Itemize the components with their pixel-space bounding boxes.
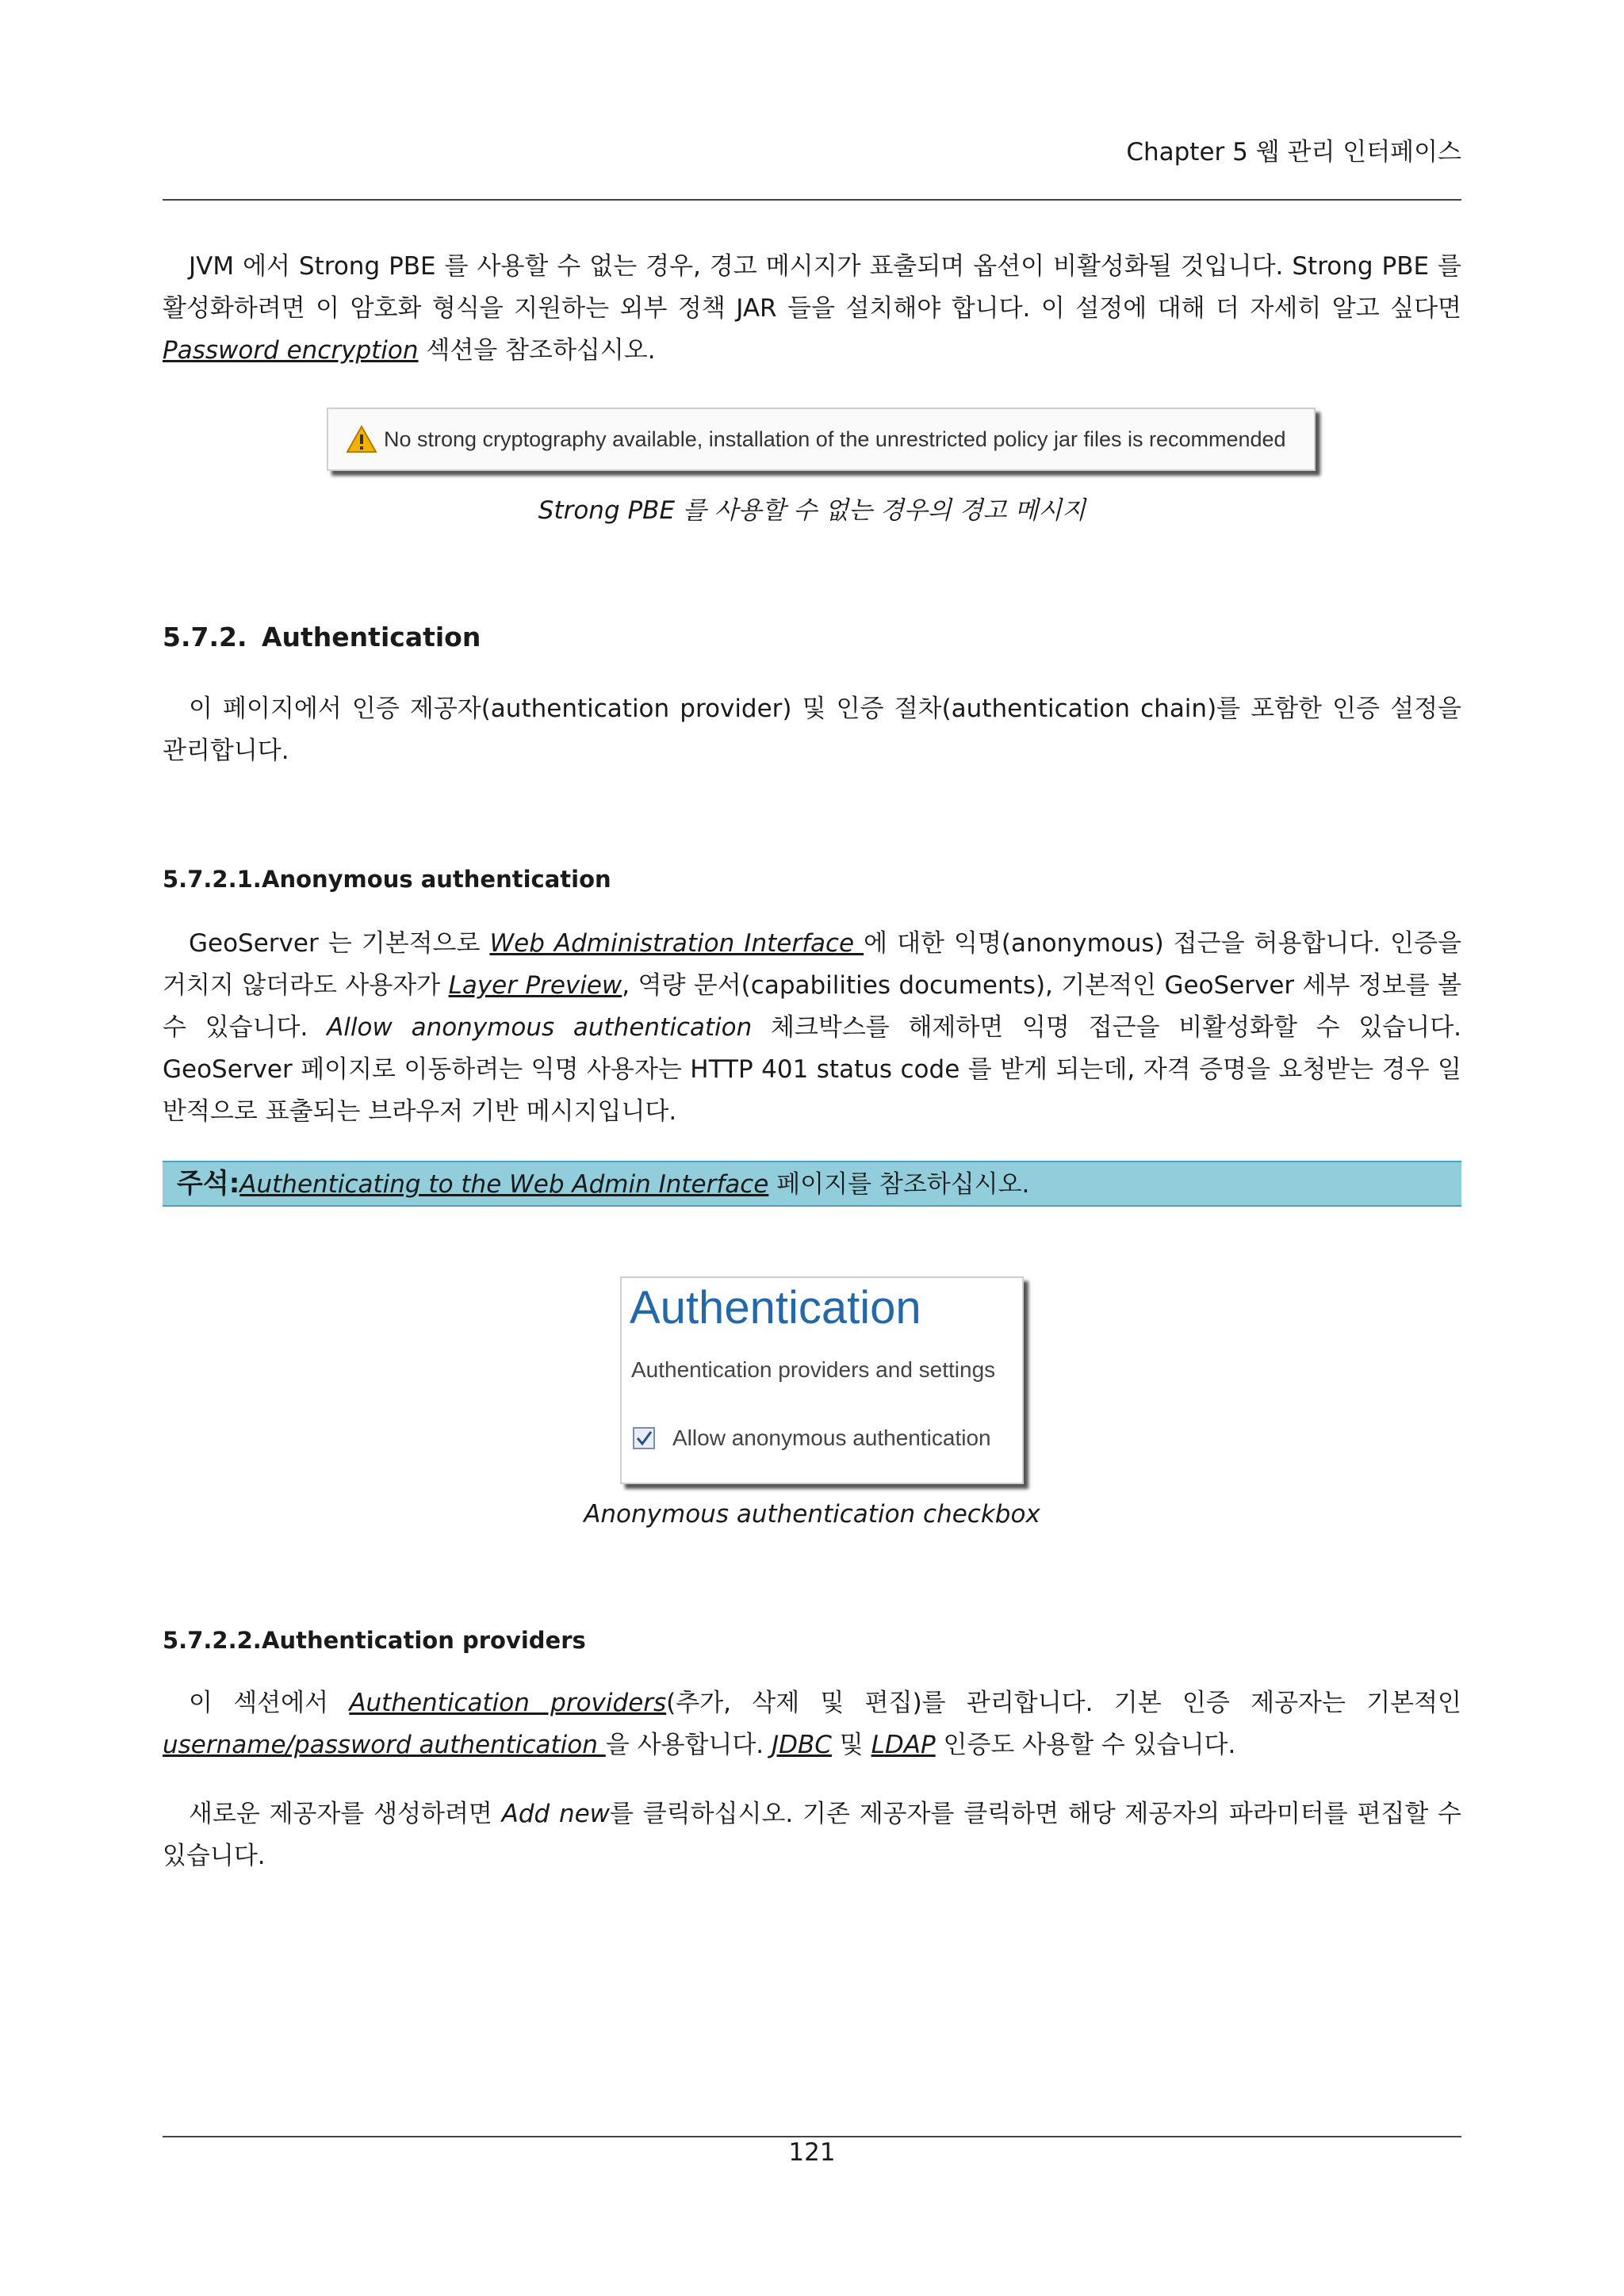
web-admin-interface-link[interactable]: Web Administration Interface bbox=[489, 929, 864, 958]
authenticating-web-admin-link[interactable]: Authenticating to the Web Admin Interface bbox=[239, 1170, 769, 1199]
paragraph-anonymous bbox=[163, 923, 1461, 1133]
note-label: 주석: bbox=[177, 1168, 240, 1200]
warning-triangle-icon bbox=[346, 425, 377, 453]
paragraph-text: 인증도 사용할 수 있습니다. bbox=[935, 1731, 1236, 1759]
paragraph-text: 를 클릭하십시오. 기존 제공자를 클릭하면 해당 제공자의 파라미터를 편집할 수 있습니다. bbox=[163, 1800, 1462, 1870]
subsection-number: 5.7.2.1. bbox=[163, 866, 262, 893]
paragraph-text: 을 사용합니다. bbox=[605, 1731, 772, 1759]
paragraph-providers bbox=[163, 1682, 1461, 1766]
emphasis-text: Add new bbox=[501, 1800, 611, 1828]
allow-anonymous-label: Allow anonymous authentication bbox=[672, 1425, 991, 1450]
authentication-screenshot bbox=[620, 1276, 1024, 1484]
emphasis-text: Allow anonymous authentication bbox=[327, 1013, 753, 1042]
paragraph-authentication: 이 페이지에서 인증 제공자(authentication provider) 및 인증 절차(authentication chain)를 포함한 인증 설정을 관리합니다. bbox=[163, 695, 1461, 765]
checkmark-icon bbox=[634, 1429, 653, 1448]
ldap-link[interactable]: LDAP bbox=[871, 1731, 936, 1759]
allow-anonymous-checkbox[interactable] bbox=[633, 1427, 655, 1449]
subsection-title: Authentication providers bbox=[262, 1627, 586, 1654]
auth-caption: Anonymous authentication checkbox bbox=[584, 1500, 1040, 1529]
paragraph-text: , 역량 문서(capabilities documents), 기본적인 GeoServer 세부 정보를 볼 수 있습니다. bbox=[163, 971, 1461, 1042]
warning-message: No strong cryptography available, installation of the unrestricted policy jar files is recommended bbox=[384, 427, 1286, 451]
paragraph-text: JVM 에서 Strong PBE 를 사용할 수 없는 경우, 경고 메시지가 표출되며 옵션이 비활성화될 것입니다. Strong PBE 를 활성화하려면 이 암호화 형식을 지원하는 외부 정책 JAR 들을 설치해야 합니다. 이 설정에 대해 더 자세히 알고 싶다면 bbox=[163, 252, 1461, 323]
authentication-providers-link[interactable]: Authentication providers bbox=[349, 1689, 667, 1717]
page-number: 121 bbox=[788, 2138, 836, 2167]
password-encryption-link[interactable]: Password encryption bbox=[163, 336, 419, 365]
paragraph-strong-pbe bbox=[163, 246, 1461, 372]
jdbc-link[interactable]: JDBC bbox=[772, 1731, 832, 1759]
section-number: 5.7.2. bbox=[163, 622, 247, 652]
section-heading bbox=[163, 622, 481, 652]
auth-panel-title: Authentication bbox=[630, 1282, 921, 1334]
paragraph-text: 에 대한 익명(anonymous) 접근을 허용합니다. 인증을 거치지 않더라도 사용자가 bbox=[163, 929, 1461, 1000]
paragraph-text: 새로운 제공자를 생성하려면 bbox=[189, 1800, 502, 1828]
header-rule bbox=[163, 199, 1461, 201]
paragraph-text: 및 bbox=[831, 1731, 871, 1759]
paragraph-text: (추가, 삭제 및 편집)를 관리합니다. 기본 인증 제공자는 기본적인 bbox=[666, 1689, 1461, 1717]
layer-preview-link[interactable]: Layer Preview bbox=[448, 971, 622, 1000]
paragraph-text: 체크박스를 해제하면 익명 접근을 비활성화할 수 있습니다. GeoServer 페이지로 이동하려는 익명 사용자는 HTTP 401 status code 를 받게 되는데, 자격 증명을 요청받는 경우 일반적으로 표출되는 브라우저 기반 메시지입니다. bbox=[163, 1013, 1461, 1126]
section-title: Authentication bbox=[262, 622, 481, 652]
allow-anonymous-row bbox=[633, 1425, 991, 1451]
paragraph-add-new bbox=[163, 1793, 1461, 1877]
username-password-link[interactable]: username/password authentication bbox=[163, 1731, 606, 1759]
subsection-heading bbox=[163, 866, 611, 893]
paragraph-text: GeoServer 는 기본적으로 bbox=[189, 929, 490, 958]
note-bar bbox=[163, 1161, 1461, 1207]
warning-screenshot bbox=[327, 408, 1316, 471]
auth-panel-subtitle: Authentication providers and settings bbox=[631, 1357, 996, 1382]
paragraph-text: 이 섹션에서 bbox=[189, 1689, 350, 1717]
footer-rule bbox=[163, 2136, 1461, 2137]
subsection-title: Anonymous authentication bbox=[262, 866, 611, 893]
subsection-heading bbox=[163, 1627, 586, 1654]
subsection-number: 5.7.2.2. bbox=[163, 1627, 262, 1654]
chapter-header: Chapter 5 웹 관리 인터페이스 bbox=[1126, 138, 1461, 166]
note-text: 페이지를 참조하십시오. bbox=[768, 1170, 1030, 1199]
paragraph-text: 섹션을 참조하십시오. bbox=[418, 336, 656, 365]
warning-caption: Strong PBE 를 사용할 수 없는 경우의 경고 메시지 bbox=[538, 496, 1086, 525]
